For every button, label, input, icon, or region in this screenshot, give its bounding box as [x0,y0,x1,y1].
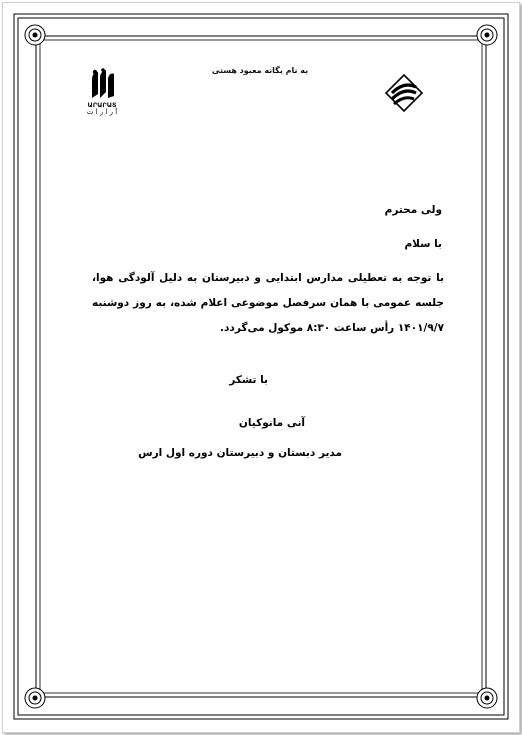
ararat-logo-icon [88,68,116,102]
school-emblem-icon [384,73,424,113]
greeting: با سلام [404,238,442,250]
signer-name: آنی مانوکیان [238,417,305,429]
header-invocation: به نام یگانه معبود هستی [211,66,309,75]
logo-label-latin: ԱՐԱՐԱՏ [87,101,117,109]
signer-title: مدیر دبستان و دبیرستان دوره اول ارس [138,447,342,459]
closing: با تشکر [229,374,268,386]
letter-body: با توجه به تعطیلی مدارس ابتدایی و دبیرستان به دلیل آلودگی هوا، جلسه عمومی با همان سرفصل موضوعی اعلام شده، به روز دوشنبه ۱۴۰۱/۹/۷ رأس ساعت ۸:۳۰ موکول می‌گردد. [92,272,444,334]
logo-label-persian: آ ر ا ر ا ت [86,108,118,116]
salutation: ولی محترم [384,204,442,216]
